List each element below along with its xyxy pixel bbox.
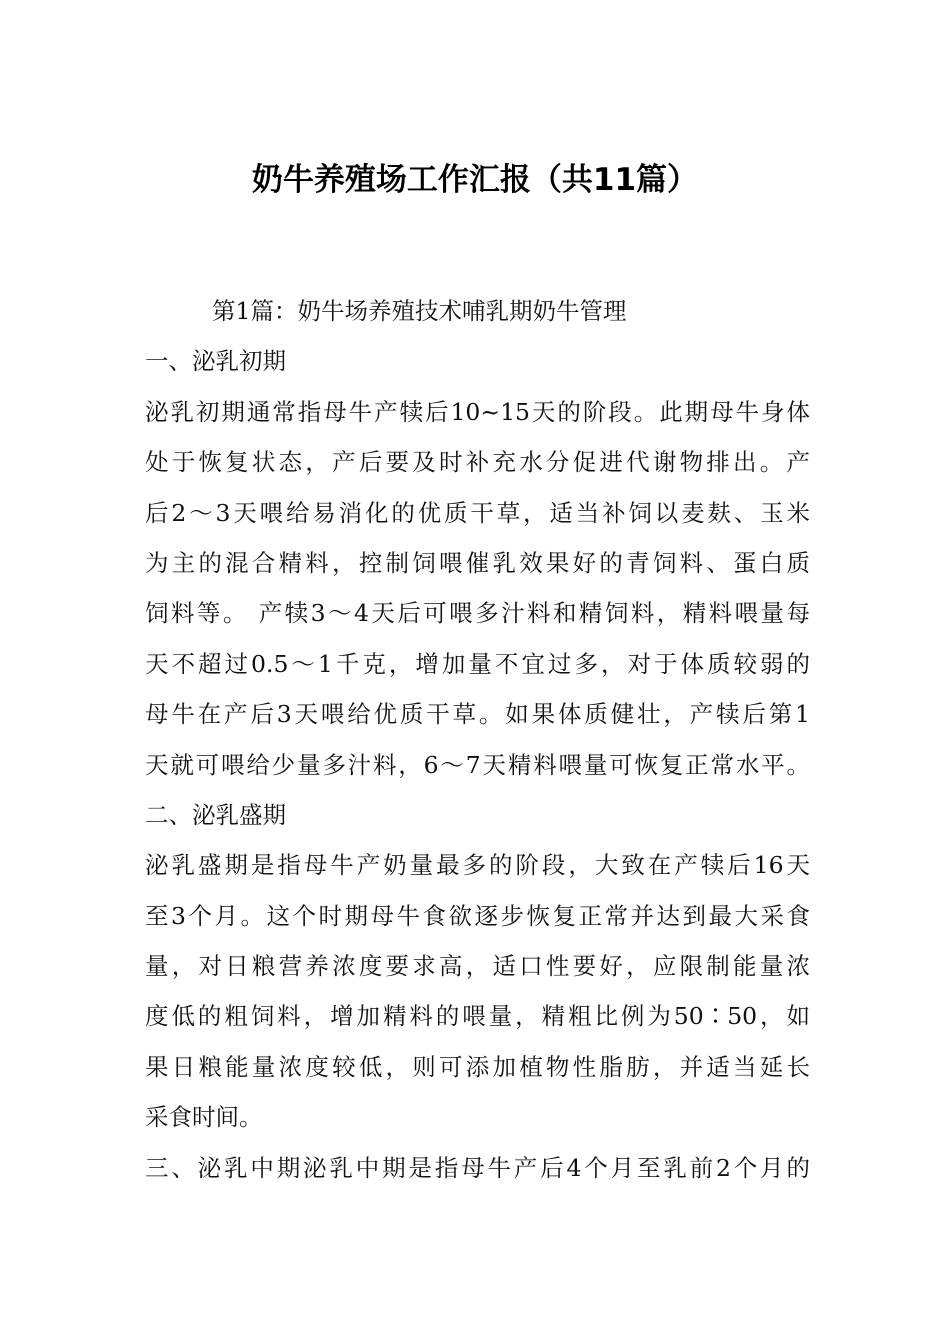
paragraph-line: 处于恢复状态，产后要及时补充水分促进代谢物排出。产 (145, 448, 810, 477)
document-title: 奶牛养殖场工作汇报（共11篇） (251, 162, 699, 198)
paragraph-line: 饲料等。 产犊3～4天后可喂多汁料和精饲料，精料喂量每 (145, 599, 810, 628)
paragraph-line: 采食时间。 (145, 1103, 263, 1132)
paragraph-line: 天不超过0.5～1千克，增加量不宜过多，对于体质较弱的 (145, 649, 810, 678)
section-heading: 一、泌乳初期 (145, 347, 286, 376)
paragraph-line: 第1篇：奶牛场养殖技术哺乳期奶牛管理 (212, 297, 627, 325)
paragraph-line: 至3个月。这个时期母牛食欲逐步恢复正常并达到最大采食 (145, 901, 810, 930)
paragraph-line: 后2～3天喂给易消化的优质干草，适当补饲以麦麸、玉米 (145, 498, 810, 527)
document-body (145, 286, 810, 1193)
paragraph-line: 度低的粗饲料，增加精料的喂量，精粗比例为50∶50，如 (145, 1002, 810, 1031)
paragraph-line: 泌乳初期通常指母牛产犊后10~15天的阶段。此期母牛身体 (145, 397, 810, 426)
paragraph-line: 泌乳盛期是指母牛产奶量最多的阶段，大致在产犊后16天 (145, 851, 810, 880)
paragraph-line: 量，对日粮营养浓度要求高，适口性要好，应限制能量浓 (145, 952, 810, 981)
paragraph-line: 为主的混合精料，控制饲喂催乳效果好的青饲料、蛋白质 (145, 548, 810, 577)
paragraph-line: 果日粮能量浓度较低，则可添加植物性脂肪，并适当延长 (145, 1052, 810, 1081)
paragraph-line: 天就可喂给少量多汁料，6～7天精料喂量可恢复正常水平。 (145, 750, 810, 779)
paragraph-line: 母牛在产后3天喂给优质干草。如果体质健壮，产犊后第1 (145, 700, 810, 729)
section-heading: 二、泌乳盛期 (145, 800, 286, 829)
paragraph-line: 三、泌乳中期泌乳中期是指母牛产后4个月至乳前2个月的 (145, 1153, 810, 1182)
